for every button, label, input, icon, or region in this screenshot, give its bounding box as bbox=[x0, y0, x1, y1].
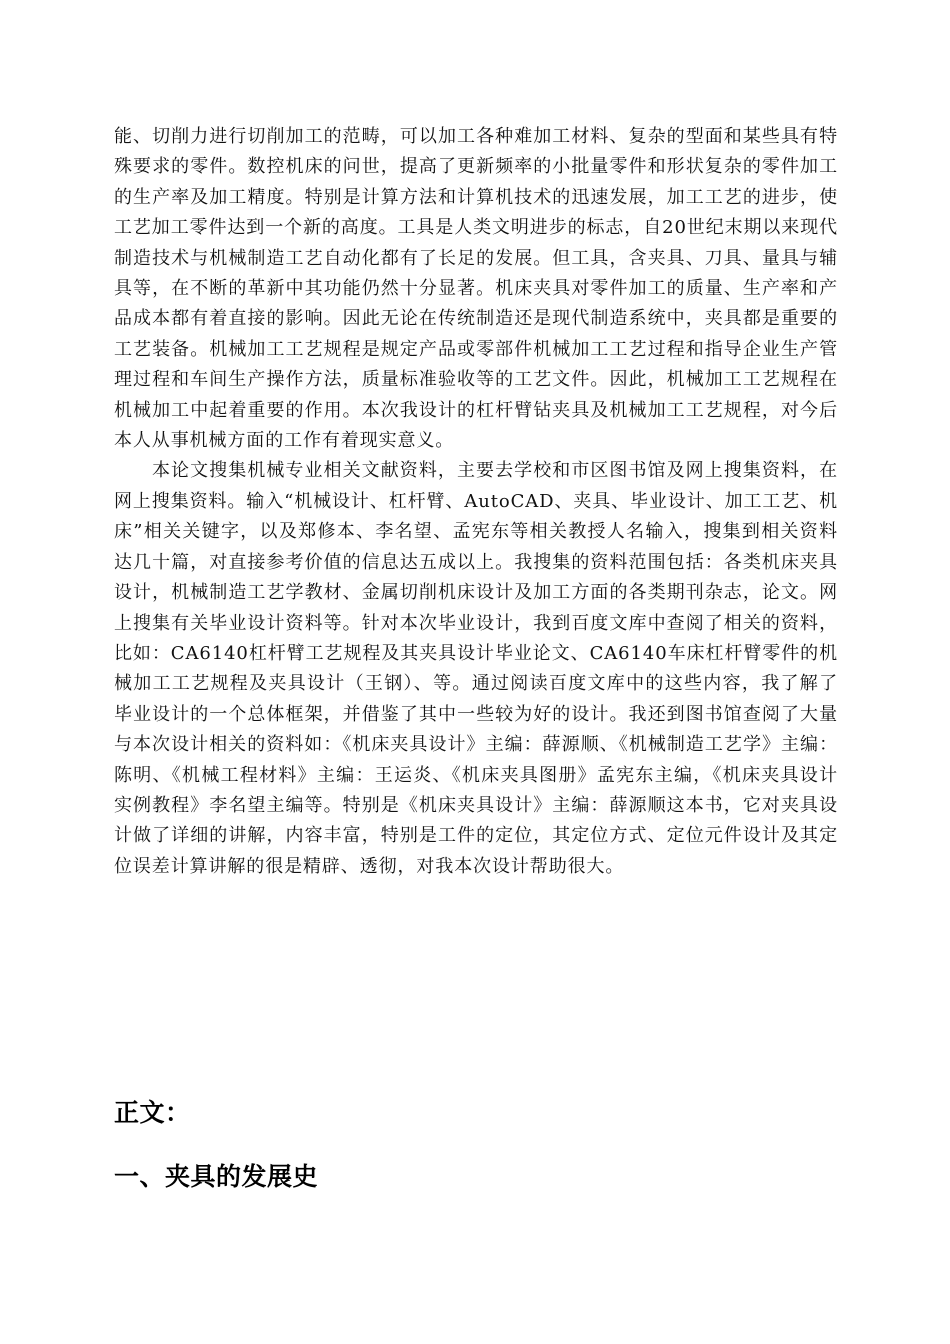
paragraph-literature-search: 本论文搜集机械专业相关文献资料，主要去学校和市区图书馆及网上搜集资料，在网上搜集资料。输入“机械设计、杠杆臂、AutoCAD、夹具、毕业设计、加工工艺、机床”相关关键字，以及郑修本、李名望、孟宪东等相关教授人名输入，搜集到相关资料达几十篇，对直接参考价值的信息达五成以上。我搜集的资料范围包括：各类机床夹具设计，机械制造工艺学教材、金属切削机床设计及加工方面的各类期刊杂志，论文。网上搜集有关毕业设计资料等。针对本次毕业设计，我到百度文库中查阅了相关的资料，比如：CA6140杠杆臂工艺规程及其夹具设计毕业论文、CA6140车床杠杆臂零件的机械加工工艺规程及夹具设计（王钢）、等。通过阅读百度文库中的这些内容，我了解了毕业设计的一个总体框架，并借鉴了其中一些较为好的设计。我还到图书馆查阅了大量与本次设计相关的资料如：《机床夹具设计》主编：薛源顺、《机械制造工艺学》主编：陈明、《机械工程材料》主编：王运炎、《机床夹具图册》孟宪东主编，《机床夹具设计实例教程》李名望主编等。特别是《机床夹具设计》主编：薛源顺这本书，它对夹具设计做了详细的讲解，内容丰富，特别是工件的定位，其定位方式、定位元件设计及其定位误差计算讲解的很是精辟、透彻，对我本次设计帮助很大。 bbox=[114, 460, 838, 877]
section-heading: 一、夹具的发展史 bbox=[114, 1162, 319, 1191]
paragraph-continuation: 能、切削力进行切削加工的范畴，可以加工各种难加工材料、复杂的型面和某些具有特殊要求的零件。数控机床的问世，提高了更新频率的小批量零件和形状复杂的零件加工的生产率及加工精度。特别是计算方法和计算机技术的迅速发展，加工工艺的进步，使工艺加工零件达到一个新的高度。工具是人类文明进步的标志，自20世纪末期以来现代制造技术与机械制造工艺自动化都有了长足的发展。但工具，含夹具、刀具、量具与辅具等，在不断的革新中其功能仍然十分显著。机床夹具对零件加工的质量、生产率和产品成本都有着直接的影响。因此无论在传统制造还是现代制造系统中，夹具都是重要的工艺装备。机械加工工艺规程是规定产品或零部件机械加工工艺过程和指导企业生产管理过程和车间生产操作方法，质量标准验收等的工艺文件。因此，机械加工工艺规程在机械加工中起着重要的作用。本次我设计的杠杆臂钻夹具及机械加工工艺规程，对今后本人从事机械方面的工作有着现实意义。 bbox=[114, 126, 839, 452]
main-heading: 正文： bbox=[114, 1098, 191, 1127]
body-text bbox=[114, 122, 838, 882]
